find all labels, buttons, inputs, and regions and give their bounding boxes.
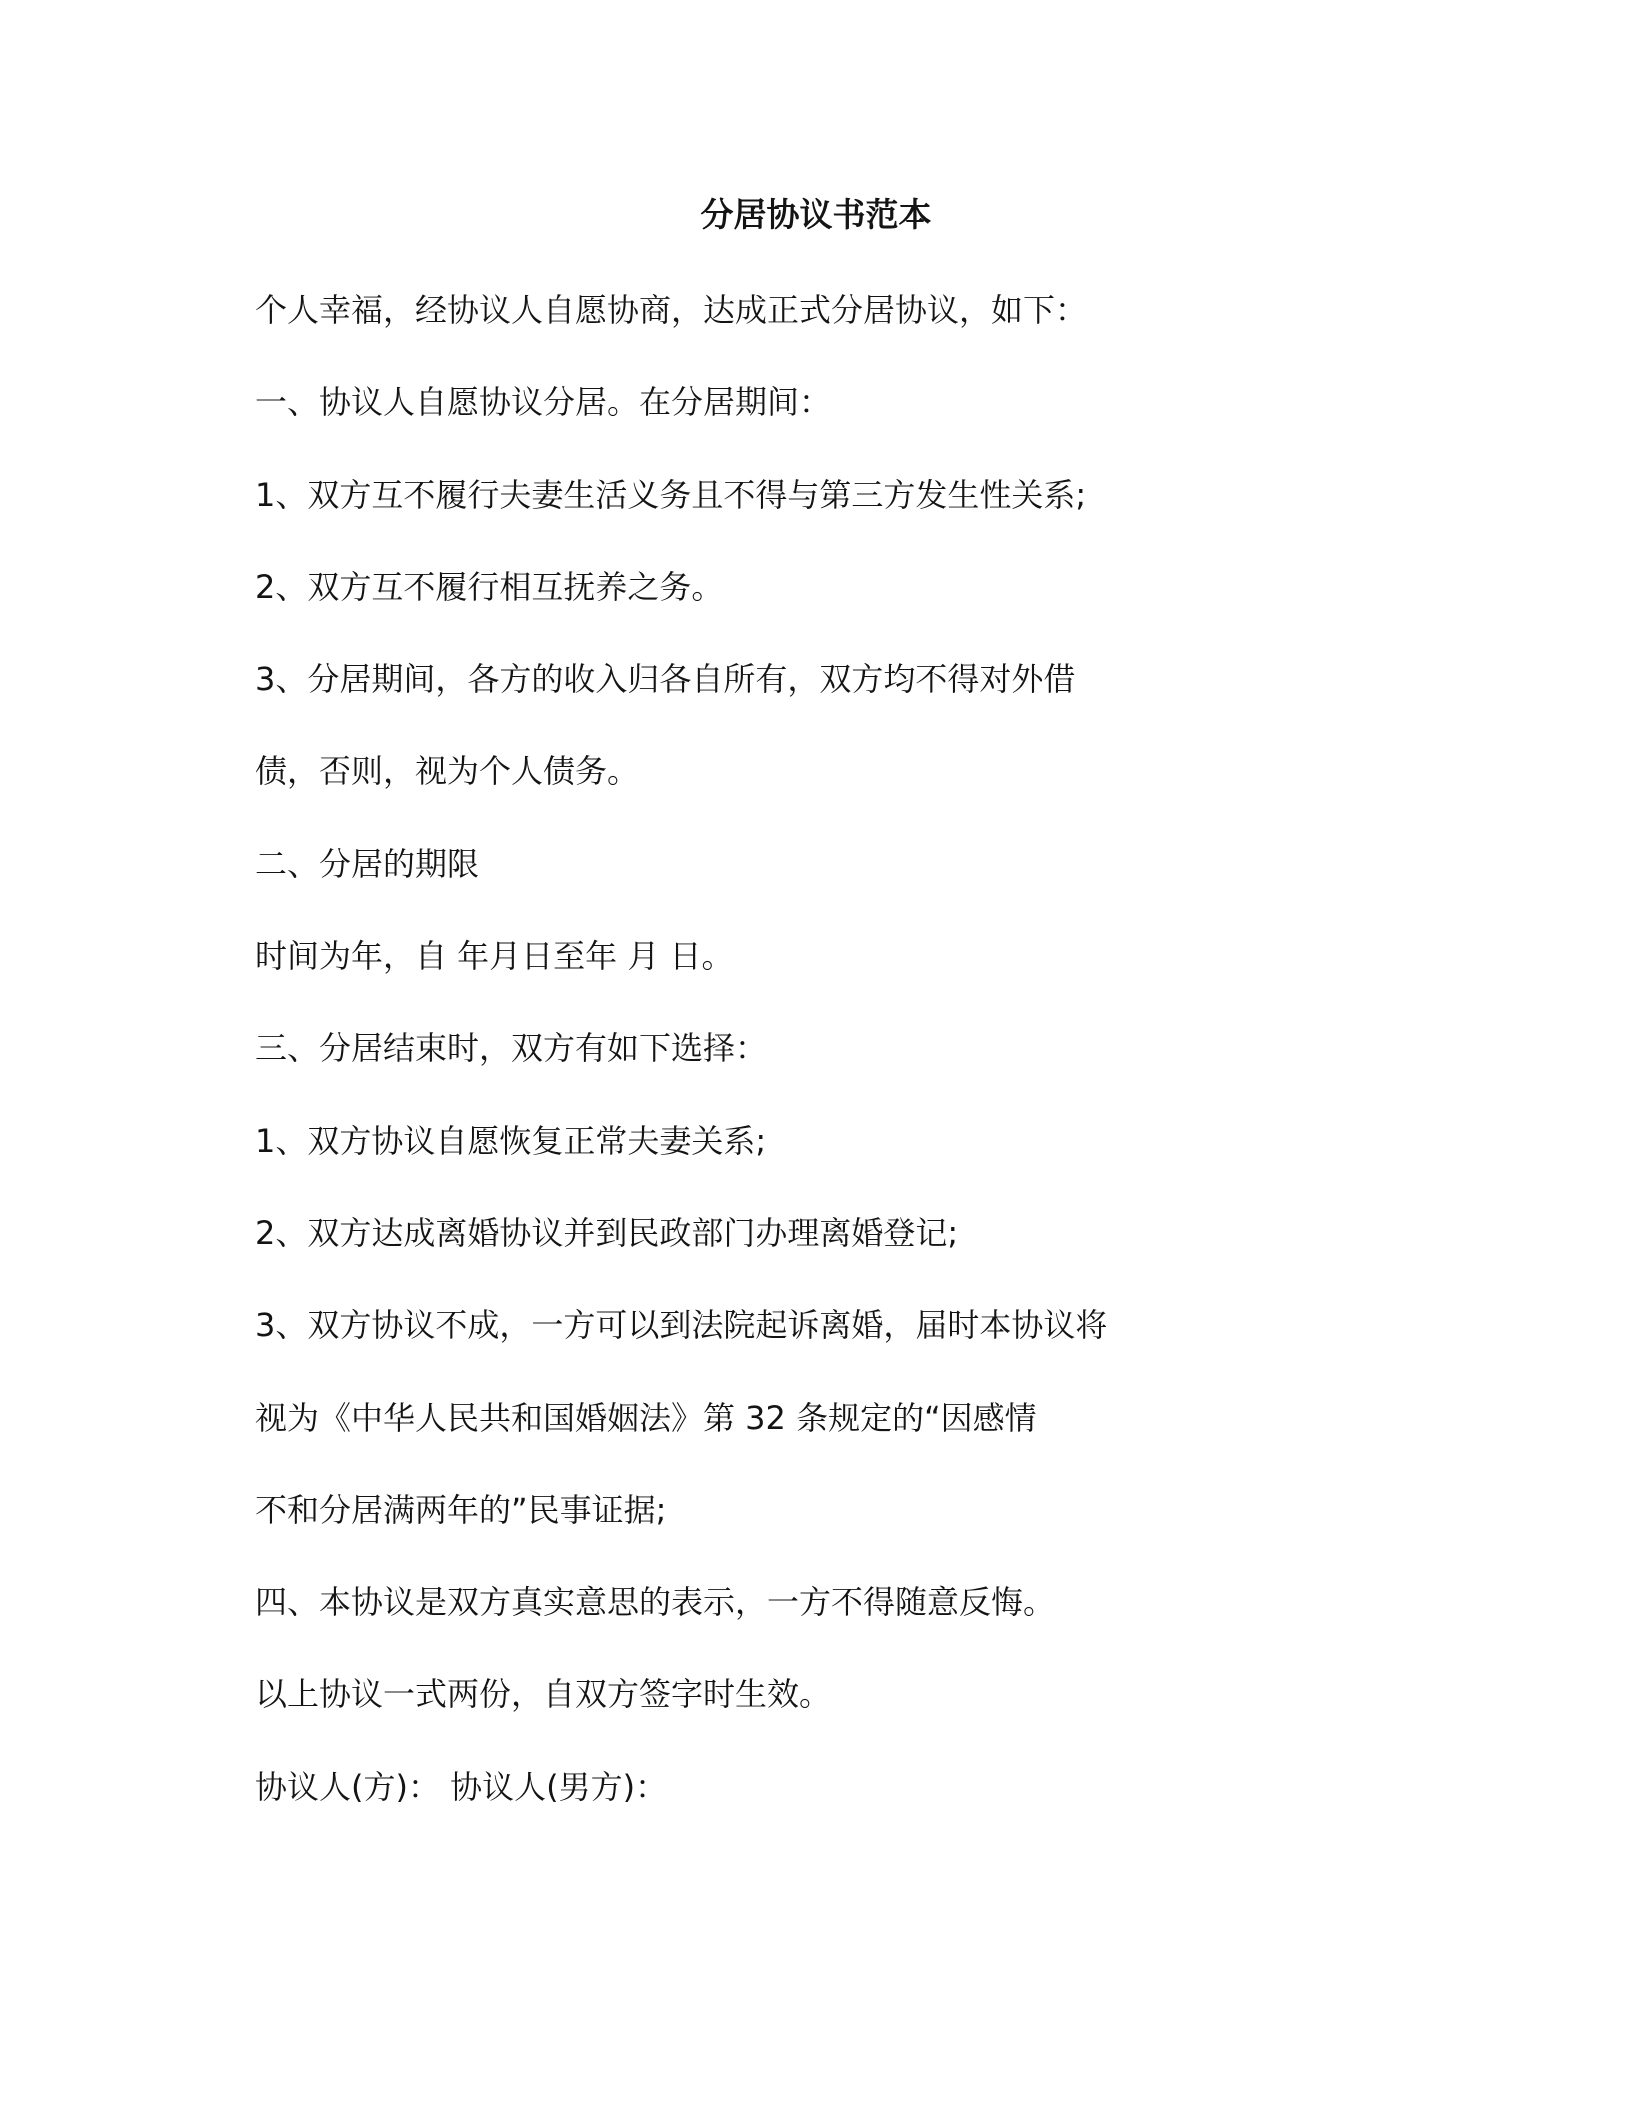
body-line: 3、分居期间，各方的收入归各自所有，双方均不得对外借	[255, 660, 1076, 699]
body-line: 视为《中华人民共和国婚姻法》第 32 条规定的“因感情	[255, 1398, 1037, 1437]
document-body	[255, 287, 1455, 1856]
document-title: 分居协议书范本	[700, 195, 932, 234]
body-line: 2、双方互不履行相互抚养之务。	[255, 567, 724, 606]
body-line: 不和分居满两年的”民事证据;	[255, 1490, 667, 1529]
body-line: 债，否则，视为个人债务。	[255, 752, 640, 791]
signature-line: 协议人(方)： 协议人(男方)：	[255, 1767, 668, 1806]
body-line: 3、双方协议不成，一方可以到法院起诉离婚，届时本协议将	[255, 1306, 1108, 1345]
body-line: 三、分居结束时，双方有如下选择：	[255, 1029, 768, 1068]
body-line: 1、双方互不履行夫妻生活义务且不得与第三方发生性关系;	[255, 475, 1087, 514]
body-line: 2、双方达成离婚协议并到民政部门办理离婚登记;	[255, 1213, 959, 1252]
body-line: 二、分居的期限	[255, 844, 480, 883]
body-line: 个人幸福，经协议人自愿协商，达成正式分居协议，如下：	[255, 291, 1088, 329]
body-line: 以上协议一式两份，自双方签字时生效。	[255, 1675, 832, 1714]
body-line: 一、协议人自愿协议分居。在分居期间：	[255, 383, 832, 422]
body-line: 1、双方协议自愿恢复正常夫妻关系;	[255, 1121, 767, 1160]
body-line: 时间为年，自 年月日至年 月 日。	[255, 937, 734, 976]
body-line: 四、本协议是双方真实意思的表示，一方不得随意反悔。	[255, 1583, 1056, 1622]
